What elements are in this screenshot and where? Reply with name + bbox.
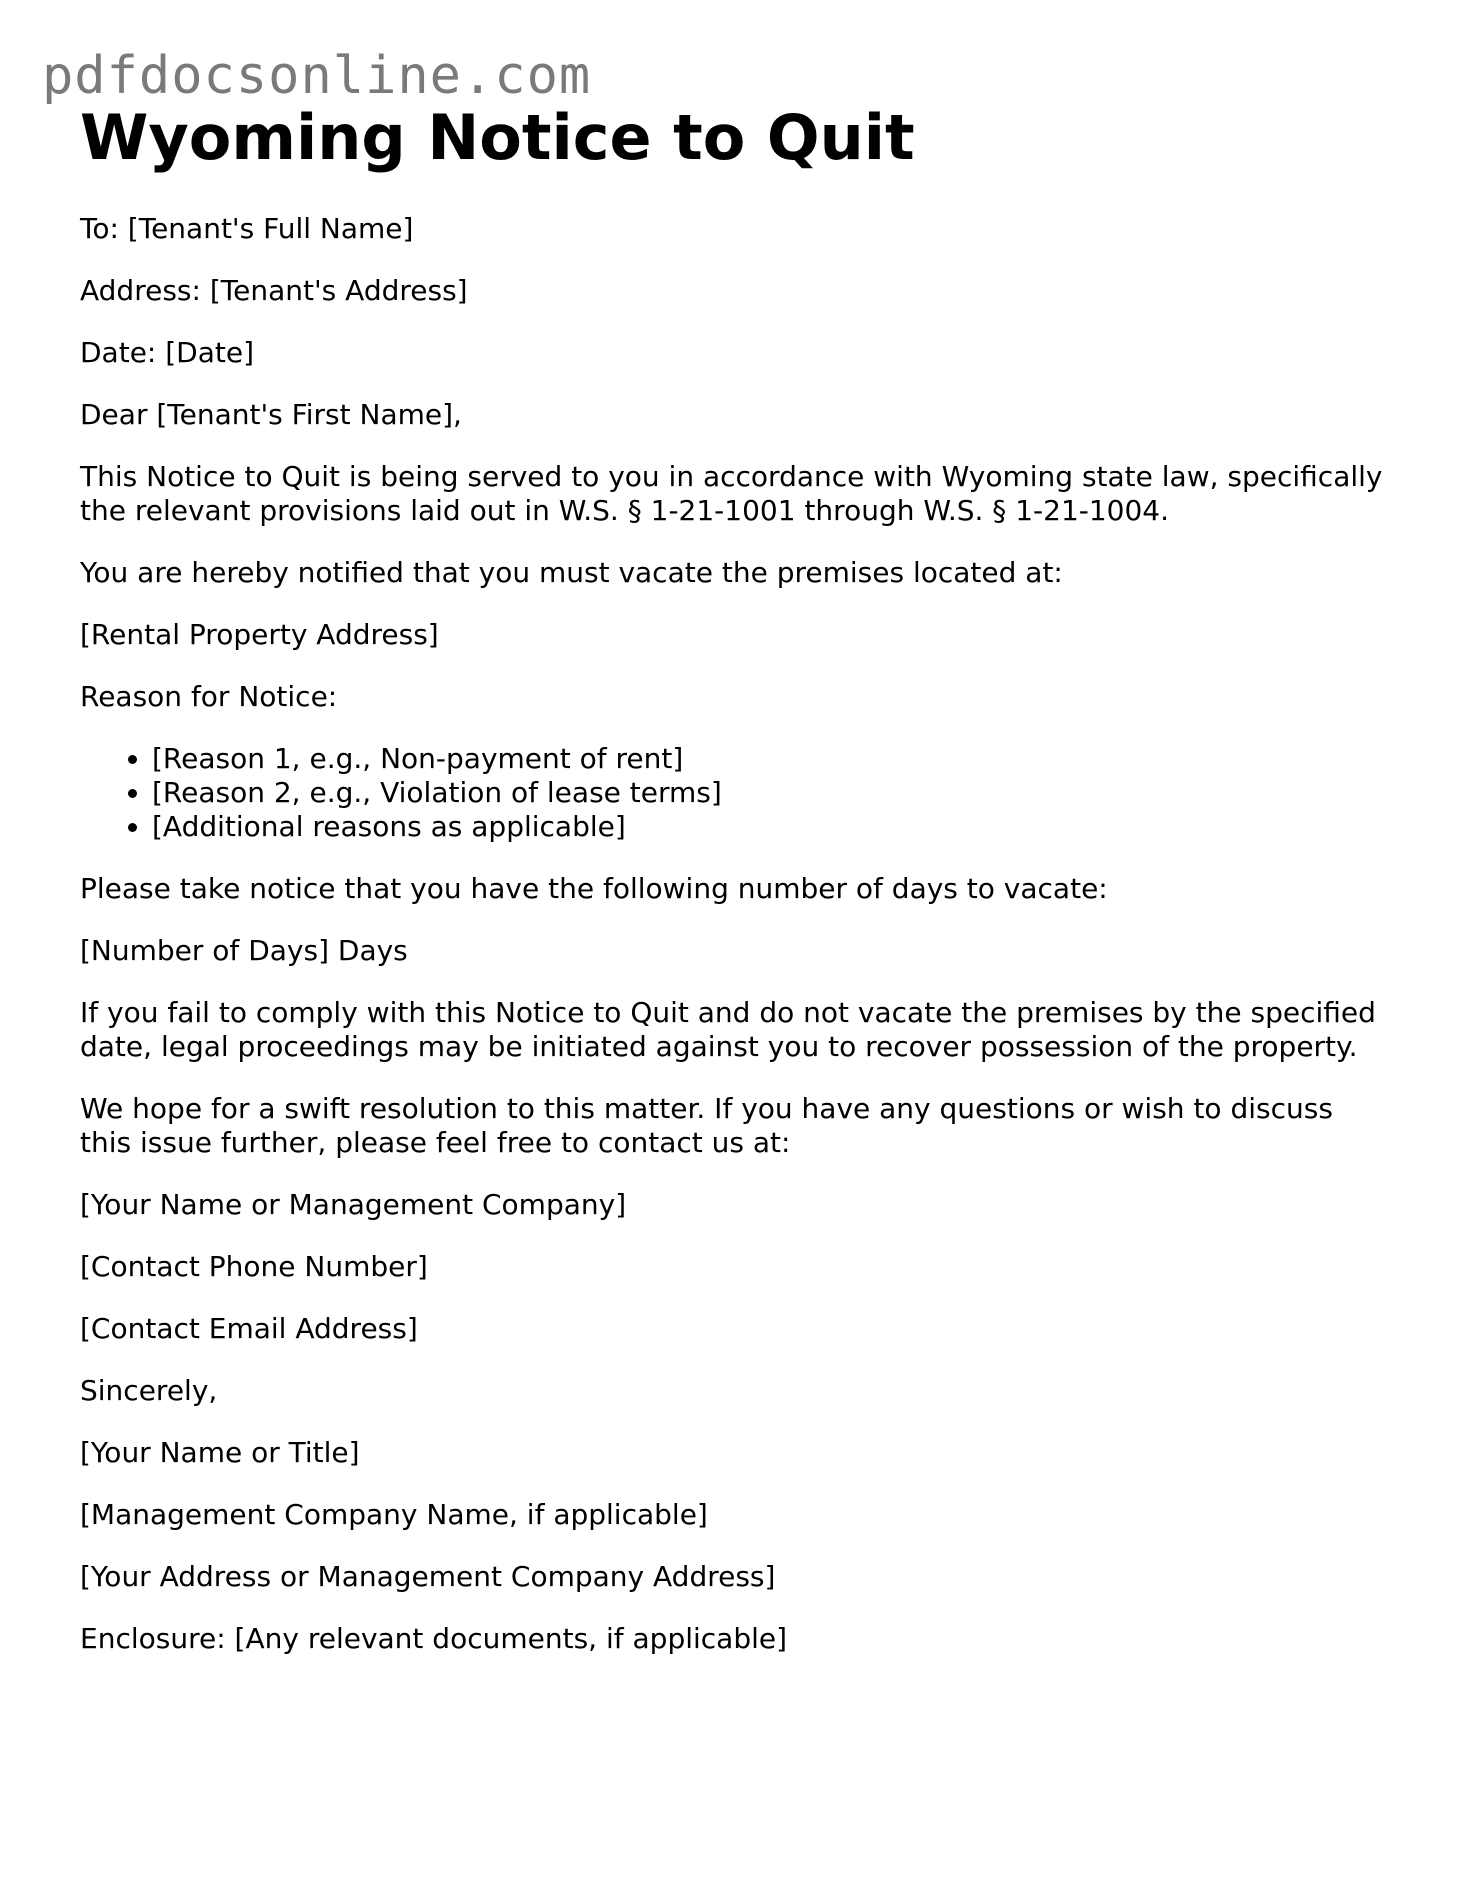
salutation: Dear [Tenant's First Name], xyxy=(80,398,462,431)
reason-list xyxy=(80,742,1390,844)
contact-phone: [Contact Phone Number] xyxy=(80,1250,428,1283)
signer-name: [Your Name or Title] xyxy=(80,1436,360,1469)
document-title: Wyoming Notice to Quit xyxy=(80,101,915,174)
to-line: To: [Tenant's Full Name] xyxy=(80,212,414,245)
contact-name: [Your Name or Management Company] xyxy=(80,1188,627,1221)
signer-company: [Management Company Name, if applicable] xyxy=(80,1498,708,1531)
reason-item: • [Additional reasons as applicable] xyxy=(152,810,1390,844)
vacate-notice: You are hereby notified that you must vacate the premises located at: xyxy=(80,556,1063,589)
site-watermark: pdfdocsonline.com xyxy=(42,46,592,106)
reason-item: • [Reason 2, e.g., Violation of lease terms] xyxy=(152,776,1390,810)
reason-heading: Reason for Notice: xyxy=(80,680,338,713)
reason-item: • [Reason 1, e.g., Non-payment of rent] xyxy=(152,742,1390,776)
days-value: [Number of Days] Days xyxy=(80,934,408,967)
property-address: [Rental Property Address] xyxy=(80,618,439,651)
enclosure-line: Enclosure: [Any relevant documents, if applicable] xyxy=(80,1622,788,1655)
consequence-paragraph: If you fail to comply with this Notice to Quit and do not vacate the premises by the specified date, legal proceedings may be initiated against you to recover possession of the property. xyxy=(80,996,1376,1063)
contact-intro: We hope for a swift resolution to this matter. If you have any questions or wish to discuss this issue further, please feel free to contact us at: xyxy=(80,1092,1333,1159)
contact-email: [Contact Email Address] xyxy=(80,1312,418,1345)
signer-address: [Your Address or Management Company Address] xyxy=(80,1560,776,1593)
address-line: Address: [Tenant's Address] xyxy=(80,274,468,307)
closing: Sincerely, xyxy=(80,1374,218,1407)
intro-paragraph: This Notice to Quit is being served to you in accordance with Wyoming state law, specifically the relevant provisions laid out in W.S. § 1-21-1001 through W.S. § 1-21-1004. xyxy=(80,460,1383,527)
days-notice: Please take notice that you have the following number of days to vacate: xyxy=(80,872,1108,905)
document-body xyxy=(80,100,1390,1684)
date-line: Date: [Date] xyxy=(80,336,255,369)
